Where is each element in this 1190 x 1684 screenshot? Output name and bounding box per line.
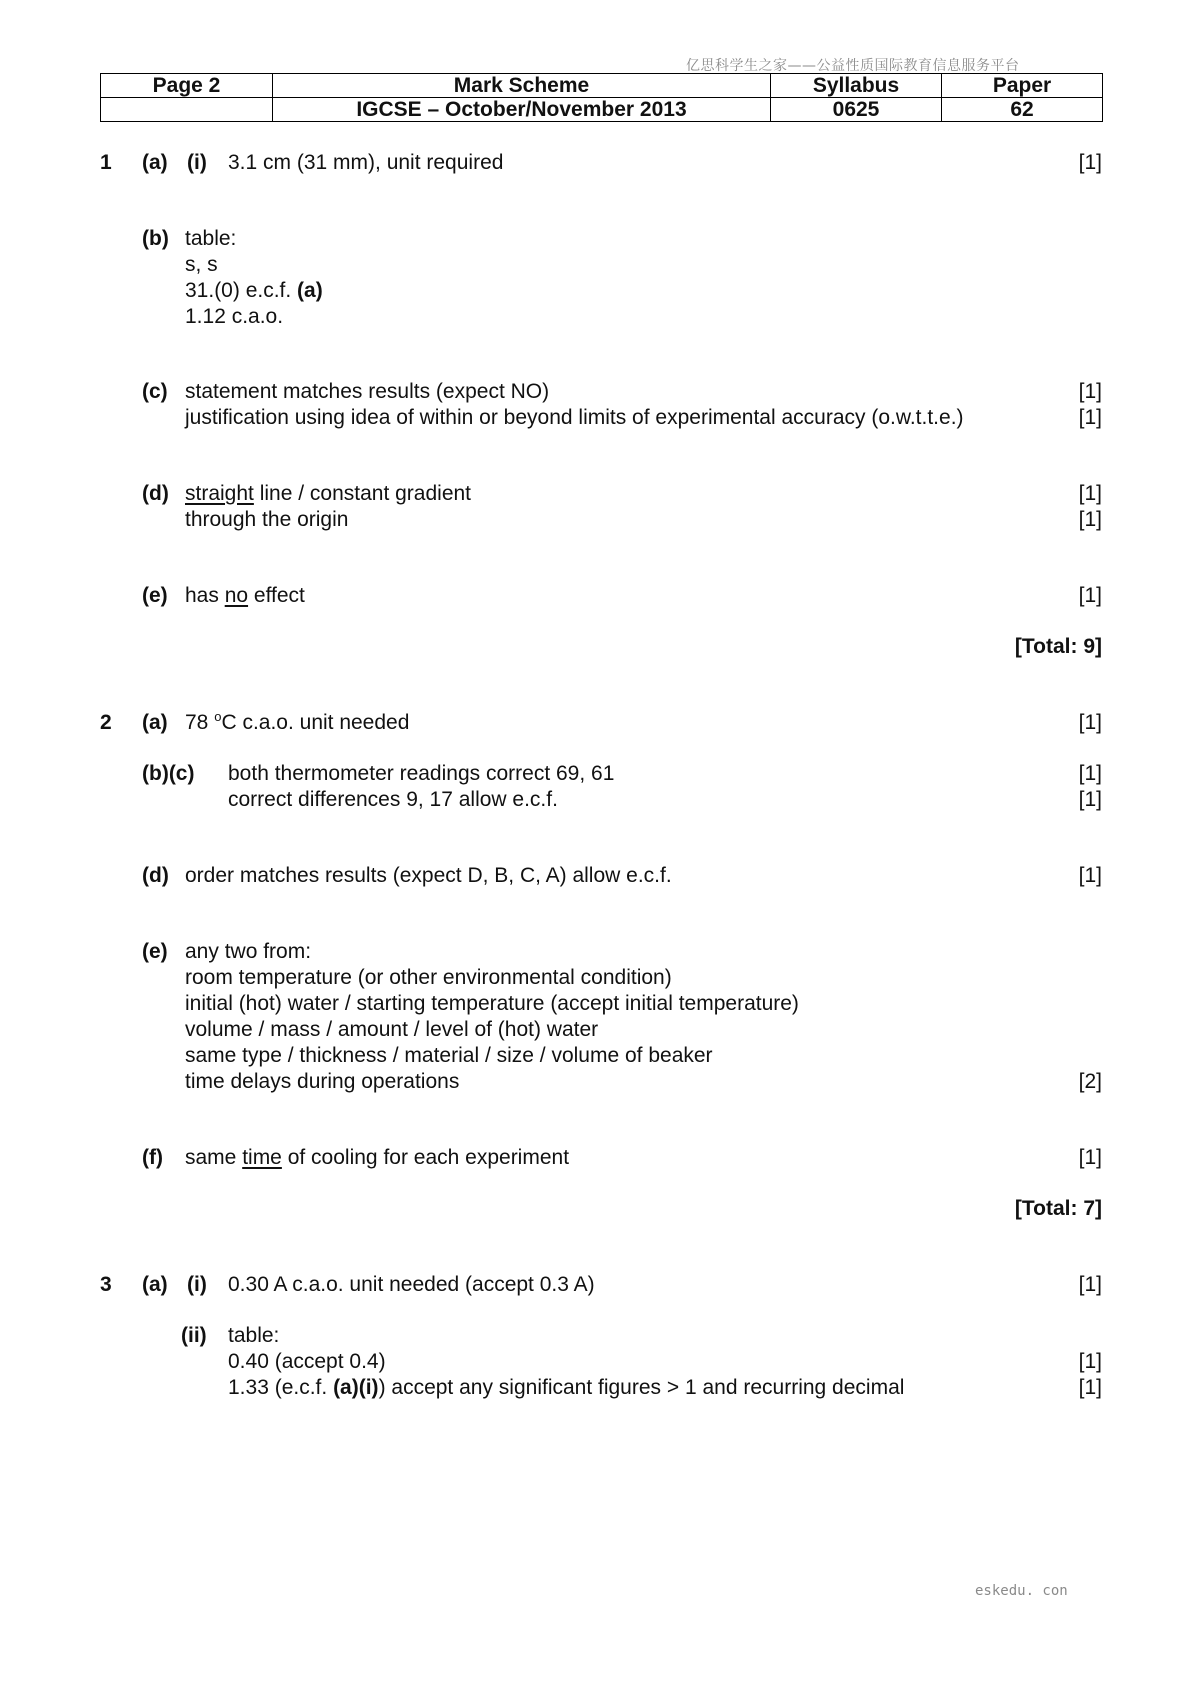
q1b-line4: 1.12 c.a.o. — [185, 305, 284, 328]
watermark-bottom: eskedu. con — [975, 1583, 1068, 1599]
q2e-line: time delays during operations — [185, 1070, 460, 1093]
q3a-text: 0.30 A c.a.o. unit needed (accept 0.3 A) — [228, 1273, 595, 1296]
q2e-line: same type / thickness / material / size / volume of beaker — [185, 1044, 713, 1067]
q2d-label: (d) — [142, 864, 169, 887]
q1-number: 1 — [100, 151, 112, 174]
q2f-text — [185, 1145, 569, 1171]
q1e-post: effect — [248, 584, 305, 607]
watermark-top: 亿思科学生之家——公益性质国际教育信息服务平台 — [686, 58, 1020, 74]
q1d-line1 — [185, 481, 471, 507]
q1c-mark2: [1] — [1078, 406, 1102, 429]
q2bc-label: (b)(c) — [142, 762, 195, 785]
q2bc-mark1: [1] — [1078, 762, 1102, 785]
q3aii-line3-c: ) accept any significant figures > 1 and recurring decimal — [378, 1376, 905, 1399]
q2a-label: (a) — [142, 711, 168, 734]
q1b-line1: table: — [185, 227, 237, 250]
q1b-line3-ref: (a) — [297, 279, 323, 302]
header-syllabus: Syllabus — [771, 74, 942, 98]
q2bc-mark2: [1] — [1078, 788, 1102, 811]
q1b-line2: s, s — [185, 253, 218, 276]
q1c-label: (c) — [142, 380, 168, 403]
q2e-mark: [2] — [1078, 1070, 1102, 1093]
q1a-label: (a) — [142, 151, 168, 174]
header-table — [100, 73, 1103, 122]
q1d-line2: through the origin — [185, 508, 349, 531]
q2-number: 2 — [100, 711, 112, 734]
q3a-sub: (i) — [187, 1273, 207, 1296]
q3aii-mark3: [1] — [1078, 1376, 1102, 1399]
header-title: Mark Scheme — [273, 74, 771, 98]
q2a-degree: o — [214, 709, 222, 724]
q3a-label: (a) — [142, 1273, 168, 1296]
q1b-line3-text: 31.(0) e.c.f. — [185, 279, 298, 302]
q1e-mark: [1] — [1078, 584, 1102, 607]
header-exam: IGCSE – October/November 2013 — [273, 98, 771, 122]
header-paper: Paper — [942, 74, 1103, 98]
q1a-mark: [1] — [1078, 151, 1102, 174]
q2f-post: of cooling for each experiment — [281, 1146, 570, 1169]
q1e-label: (e) — [142, 584, 168, 607]
q3aii-line3 — [228, 1375, 904, 1401]
q2e-line: any two from: — [185, 940, 312, 963]
q1b-line3 — [185, 278, 323, 304]
q1a-text: 3.1 cm (31 mm), unit required — [228, 151, 504, 174]
q2d-mark: [1] — [1078, 864, 1102, 887]
q3aii-line3-a: 1.33 (e.c.f. — [228, 1376, 334, 1399]
q1e-text — [185, 583, 305, 609]
q1d-mark2: [1] — [1078, 508, 1102, 531]
q1e-pre: has — [185, 584, 225, 607]
q2e-line: volume / mass / amount / level of (hot) water — [185, 1018, 599, 1041]
q2a-mark: [1] — [1078, 711, 1102, 734]
q1a-sub: (i) — [187, 151, 207, 174]
header-paper-number: 62 — [942, 98, 1103, 122]
q2f-mark: [1] — [1078, 1146, 1102, 1169]
q2f-pre: same — [185, 1146, 243, 1169]
header-row — [101, 98, 1103, 122]
q1c-line1: statement matches results (expect NO) — [185, 380, 550, 403]
header-empty — [101, 98, 273, 122]
q1c-mark1: [1] — [1078, 380, 1102, 403]
q2d-text: order matches results (expect D, B, C, A) allow e.c.f. — [185, 864, 672, 887]
q1d-underlined: straight — [185, 482, 254, 505]
q2e-line: initial (hot) water / starting temperature (accept initial temperature) — [185, 992, 799, 1015]
q2e-label: (e) — [142, 940, 168, 963]
q1c-line2: justification using idea of within or beyond limits of experimental accuracy (o.w.t.t.e.) — [185, 406, 964, 429]
header-page: Page 2 — [101, 74, 273, 98]
q2a-text — [185, 710, 409, 736]
q3aii-mark2: [1] — [1078, 1350, 1102, 1373]
q1d-mark1: [1] — [1078, 482, 1102, 505]
q3aii-line1: table: — [228, 1324, 280, 1347]
q2a-value: 78 — [185, 711, 215, 734]
q2-total: [Total: 7] — [1014, 1197, 1102, 1220]
q1d-line1-rest: line / constant gradient — [253, 482, 472, 505]
q2bc-line1: both thermometer readings correct 69, 61 — [228, 762, 615, 785]
q2f-underlined: time — [242, 1146, 282, 1169]
q2f-label: (f) — [142, 1146, 163, 1169]
q3a-mark: [1] — [1078, 1273, 1102, 1296]
q2bc-line2: correct differences 9, 17 allow e.c.f. — [228, 788, 558, 811]
q2e-line: room temperature (or other environmental condition) — [185, 966, 672, 989]
header-row — [101, 74, 1103, 98]
q3aii-line3-ref: (a)(i) — [333, 1376, 379, 1399]
q1d-label: (d) — [142, 482, 169, 505]
q3-number: 3 — [100, 1273, 112, 1296]
q2a-rest: C c.a.o. unit needed — [221, 711, 410, 734]
q3aii-sub: (ii) — [181, 1324, 207, 1347]
q3aii-line2: 0.40 (accept 0.4) — [228, 1350, 386, 1373]
q1e-underlined: no — [224, 584, 249, 607]
q1b-label: (b) — [142, 227, 169, 250]
q1-total: [Total: 9] — [1014, 635, 1102, 658]
header-syllabus-code: 0625 — [771, 98, 942, 122]
